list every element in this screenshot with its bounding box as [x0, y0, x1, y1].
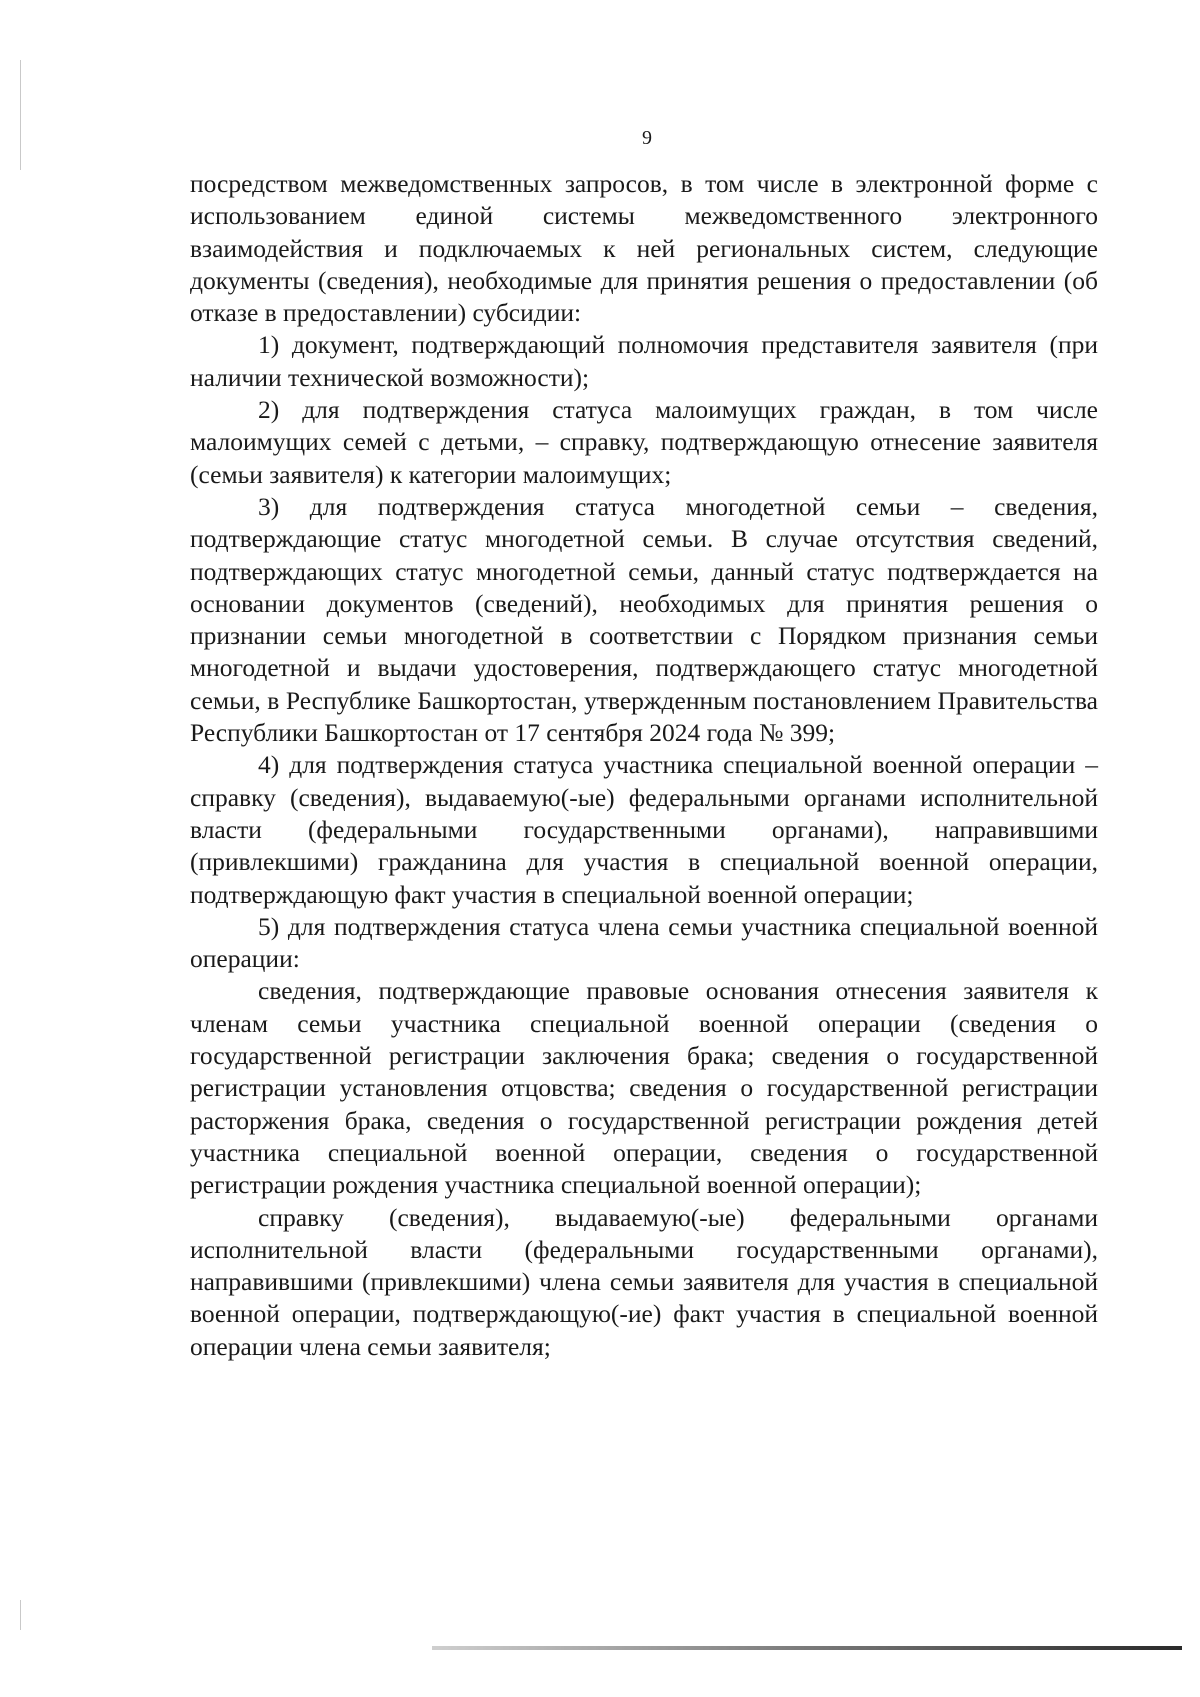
- scan-edge-mark: [20, 1600, 21, 1630]
- sub-paragraph-family-records: сведения, подтверждающие правовые основания отнесения заявителя к членам семьи участника специальной военной операции (сведения о государственной регистрации заключения брака; сведения о государственной регистрации установления отцовства; сведения о государственной регистрации расторжения брака, сведения о государственной регистрации рождения детей участника специальной военной операции, сведения о государственной регистрации рождения участника специальной военной операции);: [190, 976, 1098, 1200]
- list-item-2: 2) для подтверждения статуса малоимущих граждан, в том числе малоимущих семей с детьми, – справку, подтверждающую отнесение заявителя (семьи заявителя) к категории малоимущих;: [190, 395, 1098, 489]
- list-item-4: 4) для подтверждения статуса участника специальной военной операции – справку (сведения), выдаваемую(-ые) федеральными органами исполнительной власти (федеральными государственными органами), направившими (привлекшими) гражданина для участия в специальной военной операции, подтверждающую факт участия в специальной военной операции;: [190, 750, 1098, 909]
- sub-paragraph-certificate: справку (сведения), выдаваемую(-ые) федеральными органами исполнительной власти (федеральными государственными органами), направившими (привлекшими) члена семьи заявителя для участия в специальной военной операции, подтверждающую(-ие) факт участия в специальной военной операции члена семьи заявителя;: [190, 1202, 1098, 1361]
- document-body: [190, 168, 1098, 1363]
- list-item-3: 3) для подтверждения статуса многодетной семьи – сведения, подтверждающие статус многодетной семьи. В случае отсутствия сведений, подтверждающих статус многодетной семьи, данный статус подтверждается на основании документов (сведений), необходимых для принятия решения о признании семьи многодетной в соответствии с Порядком признания семьи многодетной и выдачи удостоверения, подтверждающего статус многодетной семьи, в Республике Башкортостан, утвержденным постановлением Правительства Республики Башкортостан от 17 сентября 2024 года № 399;: [190, 491, 1098, 748]
- list-item-1: 1) документ, подтверждающий полномочия представителя заявителя (при наличии технической возможности);: [190, 330, 1098, 392]
- scan-bottom-rule: [432, 1646, 1182, 1650]
- list-item-5: 5) для подтверждения статуса члена семьи участника специальной военной операции:: [190, 911, 1098, 974]
- page-number: 9: [642, 127, 652, 149]
- paragraph-continuation: посредством межведомственных запросов, в том числе в электронной форме с использованием единой системы межведомственного электронного взаимодействия и подключаемых к ней региональных систем, следующие документы (сведения), необходимые для принятия решения о предоставлении (об отказе в предоставлении) субсидии:: [190, 169, 1098, 328]
- scan-edge-mark: [20, 60, 21, 170]
